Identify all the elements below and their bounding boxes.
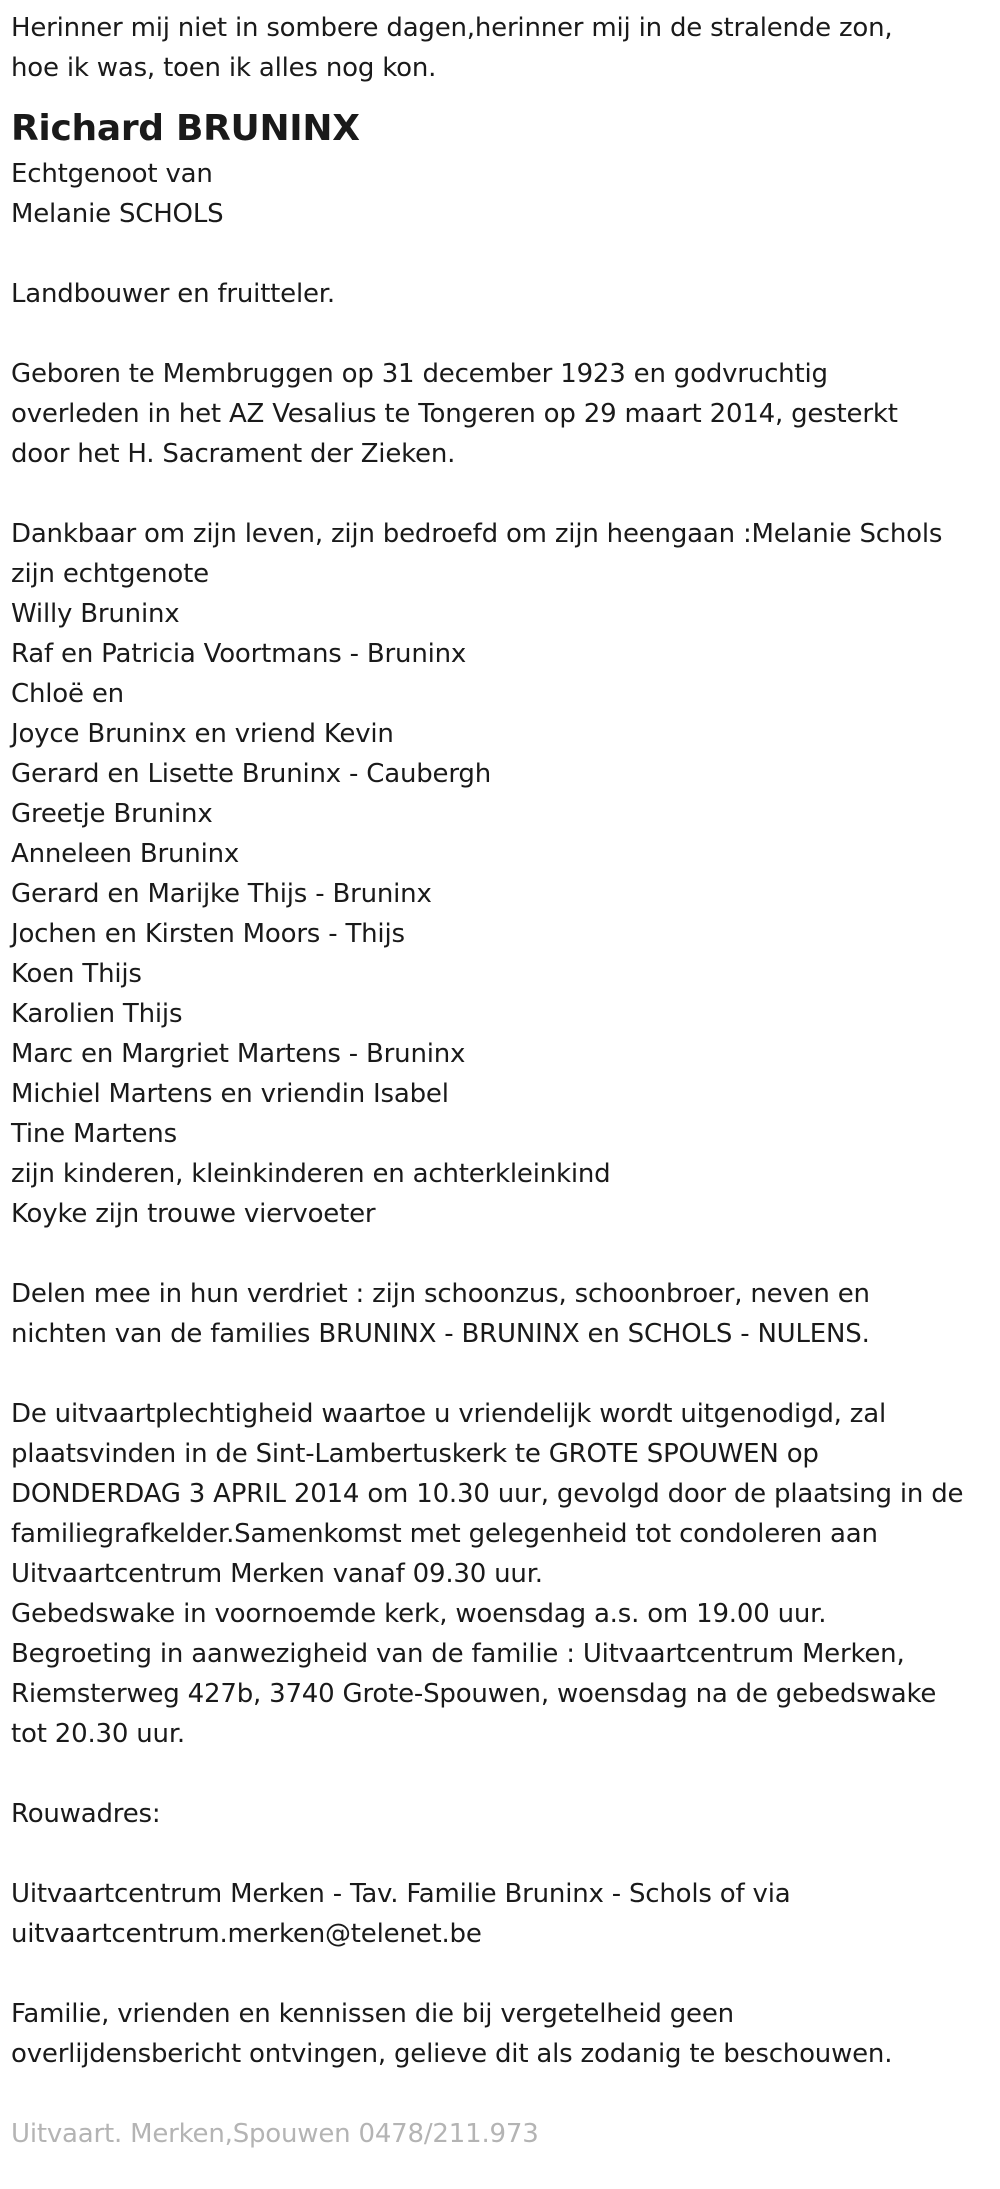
family-line: Karolien Thijs: [11, 999, 183, 1029]
spacer: [11, 314, 991, 354]
obituary-document: [11, 8, 991, 2154]
rouwadres-paragraph: [11, 1874, 991, 1954]
paragraph-line: tot 20.30 uur.: [11, 1719, 185, 1749]
rouwadres-label: Rouwadres:: [11, 1799, 161, 1829]
poem-line: hoe ik was, toen ik alles nog kon.: [11, 53, 437, 83]
family-line: Dankbaar om zijn leven, zijn bedroefd om zijn heengaan :Melanie Schols: [11, 519, 943, 549]
paragraph-line: door het H. Sacrament der Zieken.: [11, 439, 456, 469]
paragraph-line: familiegrafkelder.Samenkomst met gelegenheid tot condoleren aan: [11, 1519, 878, 1549]
paragraph-line: Delen mee in hun verdriet : zijn schoonzus, schoonbroer, neven en: [11, 1279, 870, 1309]
paragraph-line: Familie, vrienden en kennissen die bij vergetelheid geen: [11, 1999, 734, 2029]
family-line: Michiel Martens en vriendin Isabel: [11, 1079, 449, 1109]
deceased-name: Richard BRUNINX: [11, 108, 360, 149]
spacer: [11, 474, 991, 514]
paragraph-line: Begroeting in aanwezigheid van de familie : Uitvaartcentrum Merken,: [11, 1639, 905, 1669]
email-line: uitvaartcentrum.merken@telenet.be: [11, 1919, 482, 1949]
spacer: [11, 2074, 991, 2114]
family-line: Tine Martens: [11, 1119, 177, 1149]
paragraph-line: Uitvaartcentrum Merken vanaf 09.30 uur.: [11, 1559, 543, 1589]
family-line: Joyce Bruninx en vriend Kevin: [11, 719, 394, 749]
family-line: zijn kinderen, kleinkinderen en achterkleinkind: [11, 1159, 611, 1189]
occupation: Landbouwer en fruitteler.: [11, 279, 335, 309]
paragraph-line: Riemsterweg 427b, 3740 Grote-Spouwen, woensdag na de gebedswake: [11, 1679, 937, 1709]
sharing-paragraph: [11, 1274, 991, 1354]
spacer: [11, 1834, 991, 1874]
funeral-home-footer: Uitvaart. Merken,Spouwen 0478/211.973: [11, 2119, 539, 2149]
address-line: Uitvaartcentrum Merken - Tav. Familie Bruninx - Schols of via: [11, 1879, 791, 1909]
spacer: [11, 1754, 991, 1794]
family-line: Jochen en Kirsten Moors - Thijs: [11, 919, 405, 949]
paragraph-line: plaatsvinden in de Sint-Lambertuskerk te GROTE SPOUWEN op: [11, 1439, 819, 1469]
paragraph-line: Geboren te Membruggen op 31 december 1923 en godvruchtig: [11, 359, 828, 389]
paragraph-line: De uitvaartplechtigheid waartoe u vriendelijk wordt uitgenodigd, zal: [11, 1399, 887, 1429]
paragraph-line: nichten van de families BRUNINX - BRUNINX en SCHOLS - NULENS.: [11, 1319, 870, 1349]
family-line: Koen Thijs: [11, 959, 142, 989]
family-line: Marc en Margriet Martens - Bruninx: [11, 1039, 466, 1069]
family-line: Raf en Patricia Voortmans - Bruninx: [11, 639, 467, 669]
family-line: Gerard en Marijke Thijs - Bruninx: [11, 879, 432, 909]
ceremony-paragraph: [11, 1394, 991, 1754]
paragraph-line: overleden in het AZ Vesalius te Tongeren op 29 maart 2014, gesterkt: [11, 399, 898, 429]
relation-line: Echtgenoot van: [11, 159, 213, 189]
family-line: Greetje Bruninx: [11, 799, 213, 829]
family-list: [11, 514, 991, 1234]
family-line: Willy Bruninx: [11, 599, 180, 629]
family-line: Chloë en: [11, 679, 124, 709]
poem-line: Herinner mij niet in sombere dagen,herinner mij in de stralende zon,: [11, 13, 893, 43]
poem: [11, 8, 991, 88]
family-line: Koyke zijn trouwe viervoeter: [11, 1199, 376, 1229]
spacer: [11, 1954, 991, 1994]
notice-paragraph: [11, 1994, 991, 2074]
paragraph-line: Gebedswake in voornoemde kerk, woensdag a.s. om 19.00 uur.: [11, 1599, 827, 1629]
birth-death-paragraph: [11, 354, 991, 474]
spacer: [11, 234, 991, 274]
family-line: Gerard en Lisette Bruninx - Caubergh: [11, 759, 491, 789]
spacer: [11, 1354, 991, 1394]
spouse-relation: [11, 154, 991, 234]
spacer: [11, 1234, 991, 1274]
family-line: Anneleen Bruninx: [11, 839, 240, 869]
paragraph-line: overlijdensbericht ontvingen, gelieve dit als zodanig te beschouwen.: [11, 2039, 893, 2069]
relation-line: Melanie SCHOLS: [11, 199, 224, 229]
family-line: zijn echtgenote: [11, 559, 209, 589]
paragraph-line: DONDERDAG 3 APRIL 2014 om 10.30 uur, gevolgd door de plaatsing in de: [11, 1479, 964, 1509]
